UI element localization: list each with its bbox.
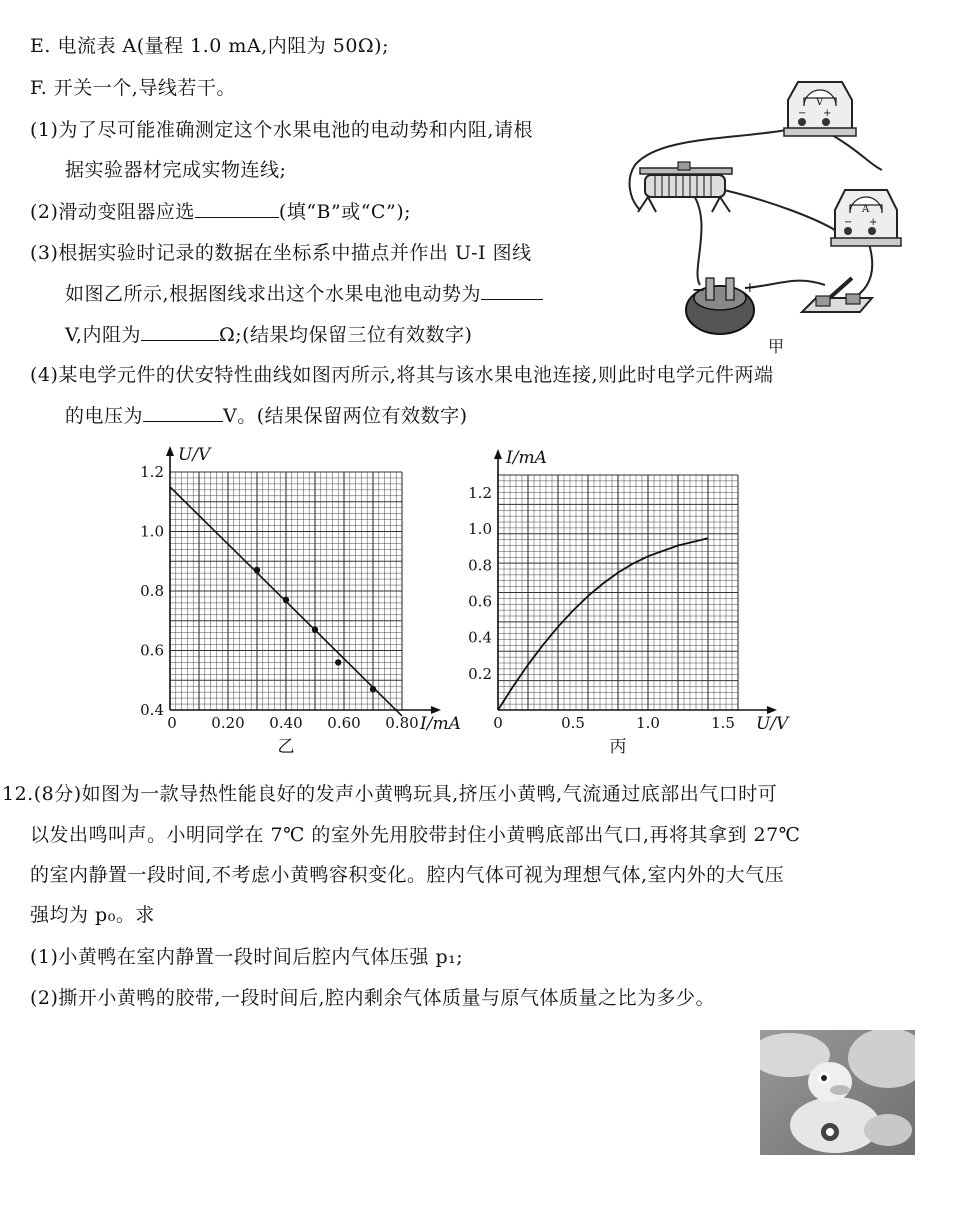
option-e: E. 电流表 A(量程 1.0 mA,内阻为 50Ω); [30,35,389,57]
y-tick-label: 1.2 [140,463,164,481]
switch [802,278,872,312]
x-tick-label: 0.5 [561,714,585,732]
q4-text-a: 的电压为 [65,405,144,427]
q2-line [30,199,411,225]
y-tick-label: 0.4 [140,701,164,719]
y-tick-label: 0.8 [140,582,164,600]
iv-curve [498,538,708,710]
q3-line3 [65,322,472,348]
q4-text-b: V。(结果保留两位有效数字) [223,405,468,427]
graph-bing [455,440,800,760]
battery-plus: + [744,280,756,296]
option-f: F. 开关一个,导线若干。 [30,77,236,99]
y-tick-label: 1.2 [468,484,492,503]
data-point [312,626,318,632]
q2-text-b: (填“B”或“C”); [278,201,412,223]
answer-blank-resistance[interactable] [141,322,219,341]
circuit-diagram [620,70,920,360]
q3-text-b: V,内阻为 [65,324,141,346]
y-tick-label: 0.2 [468,664,492,683]
rheostat [638,162,732,212]
ammeter-minus: − [844,217,853,228]
x-tick-label: 0.60 [327,714,361,732]
q1-line2: 据实验器材完成实物连线; [65,159,287,181]
figure-label-jia: 甲 [768,337,785,356]
battery-minus: − [692,280,706,299]
q2-text-a: (2)滑动变阻器应选 [30,201,195,223]
x-axis-arrow [767,706,777,714]
y-axis-arrow [166,446,174,456]
q3-text-a: 如图乙所示,根据图线求出这个水果电池电动势为 [65,283,482,305]
wire [745,281,825,288]
y-tick-label: 0.6 [140,641,164,660]
data-point [283,597,289,603]
q12-line4: 强均为 p₀。求 [30,904,155,926]
answer-blank-emf[interactable] [481,281,543,300]
answer-blank-voltage[interactable] [143,403,223,422]
q12-line1: 12.(8分)如图为一款导热性能良好的发声小黄鸭玩具,挤压小黄鸭,气流通过底部出气口时可 [2,783,778,805]
y-axis-arrow [494,449,502,459]
y-tick-label: 0.4 [468,628,492,647]
ammeter [831,190,901,246]
x-tick-label: 1.5 [711,714,735,732]
x-axis-label: I/mA [420,714,461,734]
y-tick-label: 1.0 [468,520,492,539]
q12-line2: 以发出鸣叫声。小明同学在 7℃ 的室外先用胶带封住小黄鸭底部出气口,再将其拿到 27℃ [30,824,801,846]
data-point [335,659,341,665]
x-tick-label: 1.0 [636,714,660,732]
data-point [254,567,260,573]
q4-line2 [65,403,468,429]
y-axis-label: I/mA [506,448,547,468]
wire [715,188,838,232]
q12-sub1: (1)小黄鸭在室内静置一段时间后腔内气体压强 p₁; [30,946,464,968]
y-tick-label: 1.0 [140,522,164,541]
q4-line1: (4)某电学元件的伏安特性曲线如图丙所示,将其与该水果电池连接,则此时电学元件两端 [30,364,774,386]
q1-line1: (1)为了尽可能准确测定这个水果电池的电动势和内阻,请根 [30,119,533,141]
fruit-battery [686,278,756,334]
x-axis-arrow [431,706,441,714]
graph-yi [130,440,475,760]
voltmeter-label: V [816,97,824,108]
ammeter-plus: + [869,217,878,228]
x-tick-label: 0.20 [211,714,245,732]
ammeter-label: A [862,204,870,215]
chart-title: 丙 [609,737,627,757]
q3-text-c: Ω;(结果均保留三位有效数字) [218,324,473,346]
voltmeter-plus: + [823,108,832,119]
q3-line1: (3)根据实验时记录的数据在坐标系中描点并作出 U-I 图线 [30,242,532,264]
answer-blank-rheostat[interactable] [195,199,279,218]
data-point [370,686,376,692]
voltmeter-minus: − [798,108,807,119]
chart-title: 乙 [277,737,295,757]
rubber-duck-photo [760,1030,915,1155]
x-tick-label: 0.80 [385,714,419,732]
x-axis-label: U/V [756,714,789,734]
y-tick-label: 0.6 [468,592,492,611]
x-tick-label: 0 [493,714,503,732]
y-tick-label: 0.8 [468,556,492,575]
x-tick-label: 0.40 [269,714,303,732]
y-axis-label: U/V [178,445,211,465]
q12-sub2: (2)撕开小黄鸭的胶带,一段时间后,腔内剩余气体质量与原气体质量之比为多少。 [30,987,715,1009]
q3-line2 [65,281,543,307]
wire [690,190,702,285]
voltmeter [784,82,856,136]
x-tick-label: 0 [167,714,177,732]
q12-line3: 的室内静置一段时间,不考虑小黄鸭容积变化。腔内气体可视为理想气体,室内外的大气压 [30,864,785,886]
